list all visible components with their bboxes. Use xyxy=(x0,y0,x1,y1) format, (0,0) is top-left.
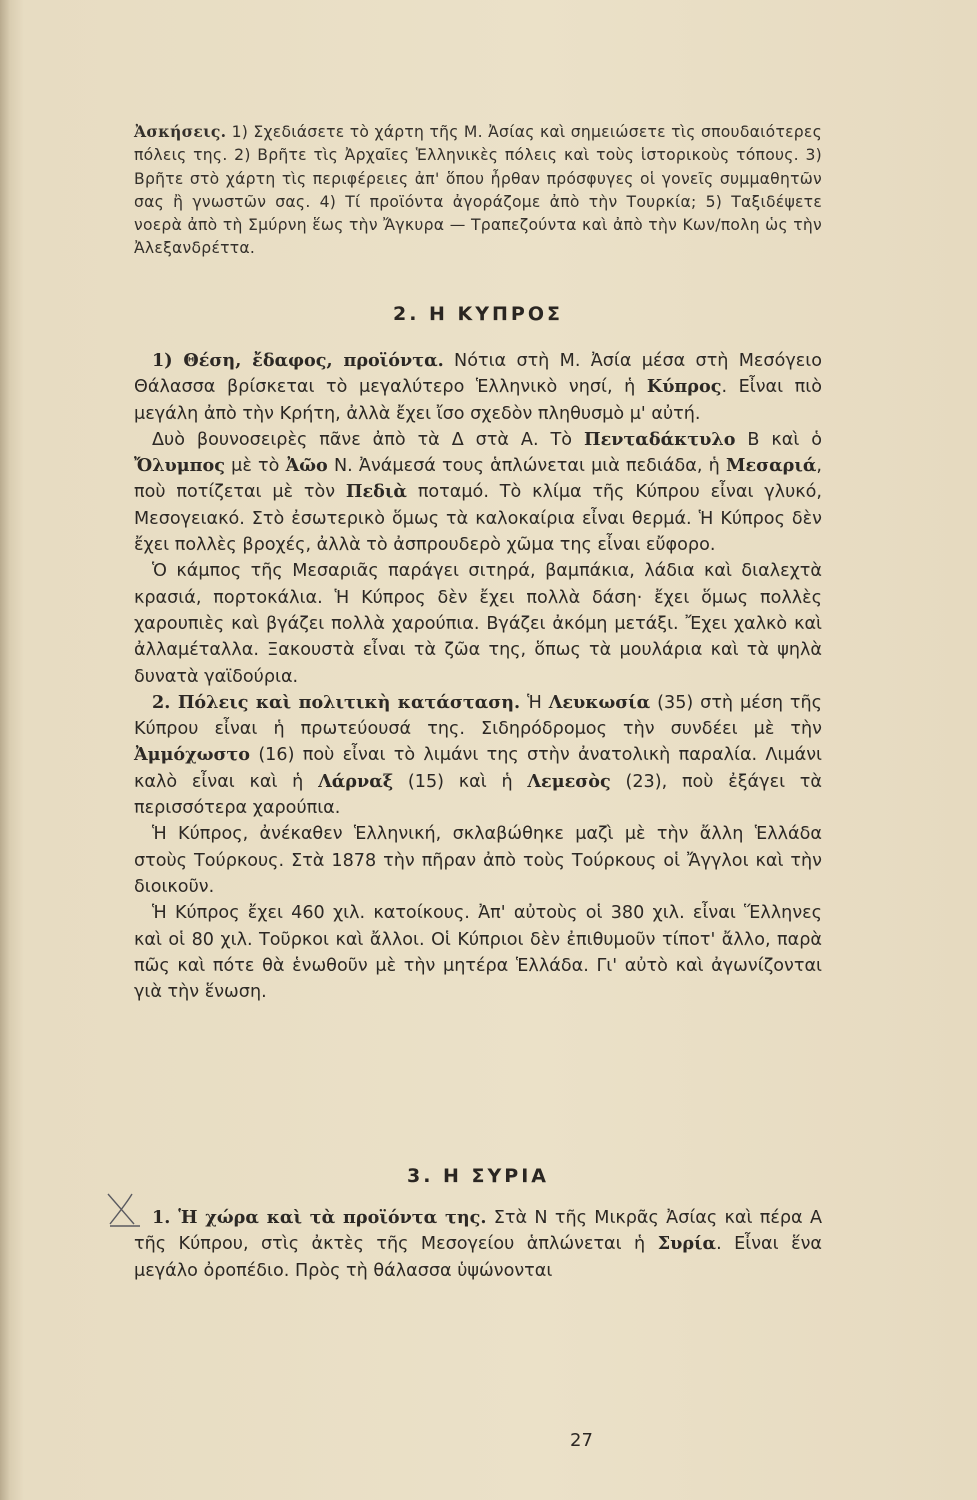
text-run: . Εἶναι πιὸ μεγάλη ἀπὸ τὴν Κρήτη, ἀλλὰ ἔχει ἴσο σχεδὸν πληθυσμὸ μ' αὐτή. xyxy=(134,377,822,424)
section-syria-body xyxy=(134,1205,822,1284)
paragraph xyxy=(134,348,822,427)
highlighted-term: Ἀμμόχωστο xyxy=(134,744,251,766)
exercises-text: 1) Σχεδιάσετε τὸ χάρτη τῆς Μ. Ἀσίας καὶ σημειώσετε τὶς σπουδαιότερες πόλεις της. 2) Βρῆτε τὶς Ἀρχαῖες Ἑλληνικὲς πόλεις καὶ τοὺς ἱστορικοὺς τόπους. 3) Βρῆτε στὸ χάρτη τὶς περιφέρειες ἀπ' ὅπου ἦρθαν πρόσφυγες οἱ γονεῖς συμμαθητῶν σας ἢ γνωστῶν σας. 4) Τί προϊόντα ἀγοράζομε ἀπὸ τὴν Τουρκία; 5) Ταξιδέψετε νοερὰ ἀπὸ τὴ Σμύρνη ἕως τὴν Ἄγκυρα — Τραπεζούντα καὶ ἀπὸ τὴν Κων/πολη ὡς τὴν Ἀλεξανδρέττα. xyxy=(134,123,822,258)
section-title-cyprus: 2. Η ΚΥΠΡΟΣ xyxy=(392,303,563,325)
highlighted-term: Λάρναξ xyxy=(318,770,394,792)
text-run: (35) στὴ μέση τῆς Κύπρου εἶναι ἡ πρωτεύουσά της. Σιδηρόδρομος τὴν συνδέει μὲ τὴν xyxy=(134,692,822,740)
text-run: (15) καὶ ἡ xyxy=(393,771,528,792)
highlighted-term: Ἀῶο xyxy=(285,455,328,477)
text-run: Στὰ Ν τῆς Μικρᾶς Ἀσίας καὶ πέρα Α τῆς Κύπρου, στὶς ἀκτὲς τῆς Μεσογείου ἁπλώνεται ἡ xyxy=(134,1208,822,1255)
exercises-paragraph xyxy=(134,120,822,261)
page-number: 27 xyxy=(570,1430,593,1451)
paragraph xyxy=(134,690,822,821)
text-run: . Εἶναι ἕνα μεγάλο ὀροπέδιο. Πρὸς τὴ θάλασσα ὑψώνονται xyxy=(134,1234,822,1281)
text-run: Ν. Ἀνάμεσά τους ἁπλώνεται μιὰ πεδιάδα, ἡ xyxy=(327,456,726,477)
text-run: , ποὺ ποτίζεται μὲ τὸν xyxy=(134,456,823,503)
section-title-syria: 3. Η ΣΥΡΙΑ xyxy=(406,1165,549,1187)
text-run: Νότια στὴ Μ. Ἀσία μέσα στὴ Μεσόγειο Θάλασσα βρίσκεται τὸ μεγαλύτερο Ἑλληνικὸ νησί, ἡ xyxy=(134,351,822,398)
highlighted-term: Ὄλυμπος xyxy=(134,455,225,477)
highlighted-term: Μεσαριά xyxy=(725,455,817,477)
subheading: 1. Ἡ χώρα καὶ τὰ προϊόντα της. xyxy=(152,1207,487,1228)
highlighted-term: Συρία xyxy=(657,1233,717,1255)
exercises-label: Ἀσκήσεις. xyxy=(134,122,227,141)
text-run: Δυὸ βουνοσειρὲς πᾶνε ἀπὸ τὰ Δ στὰ Α. Τὸ xyxy=(152,429,584,450)
text-run: Β καὶ ὁ xyxy=(735,429,822,450)
highlighted-term: Πενταδάκτυλο xyxy=(583,428,736,450)
highlighted-term: Πεδιὰ xyxy=(345,481,407,503)
paragraph: Ἡ Κύπρος ἔχει 460 χιλ. κατοίκους. Ἀπ' αὐτοὺς οἱ 380 χιλ. εἶναι Ἕλληνες καὶ οἱ 80 χιλ. Τοῦρκοι καὶ ἄλλοι. Οἱ Κύπριοι δὲν ἐπιθυμοῦν τίποτ' ἄλλο, παρὰ πῶς καὶ πότε θὰ ἑνωθοῦν μὲ τὴν μητέρα Ἑλλάδα. Γι' αὐτὸ καὶ ἀγωνίζονται γιὰ τὴν ἕνωση. xyxy=(134,903,822,1003)
paragraph xyxy=(134,427,822,558)
subheading: 1) Θέση, ἔδαφος, προϊόντα. xyxy=(152,350,444,371)
text-run: Ἡ xyxy=(520,692,549,713)
section-cyprus-body xyxy=(134,348,822,1005)
pencil-mark-icon xyxy=(104,1190,144,1230)
highlighted-term: Λεμεσὸς xyxy=(527,770,611,792)
highlighted-term: Λευκωσία xyxy=(548,691,651,713)
text-run: (23), ποὺ ἐξάγει τὰ περισσότερα χαρούπια. xyxy=(134,771,822,819)
page-content xyxy=(134,120,823,1451)
paragraph: Ὁ κάμπος τῆς Μεσαριᾶς παράγει σιτηρά, βαμπάκια, λάδια καὶ διαλεχτὰ κρασιά, πορτοκάλια. Ἡ Κύπρος δὲν ἔχει πολλὰ δάση· ἔχει ὅμως πολλὲς χαρουπιὲς καὶ βγάζει πολλὰ χαρούπια. Βγάζει ἀκόμη μετάξι. Ἔχει χαλκὸ καὶ ἀλλαμέταλλα. Ξακουστὰ εἶναι τὰ ζῶα της, ὅπως τὰ μουλάρια καὶ τὰ ψηλὰ δυνατὰ γαϊδούρια. xyxy=(134,561,822,687)
text-run: ποταμό. Τὸ κλίμα τῆς Κύπρου εἶναι γλυκό, Μεσογειακό. Στὸ ἐσωτερικὸ ὅμως τὰ καλοκαίρια εἶναι θερμά. Ἡ Κύπρος δὲν ἔχει πολλὲς βροχές, ἀλλὰ τὸ ἀσπρουδερὸ χῶμα της εἶναι εὔφορο. xyxy=(134,482,822,556)
text-run: μὲ τὸ xyxy=(224,456,286,477)
paragraph xyxy=(134,1205,822,1284)
paragraph: Ἡ Κύπρος, ἀνέκαθεν Ἑλληνική, σκλαβώθηκε μαζὶ μὲ τὴν ἄλλη Ἑλλάδα στοὺς Τούρκους. Στὰ 1878 τὴν πῆραν ἀπὸ τοὺς Τούρκους οἱ Ἄγγλοι καὶ τὴν διοικοῦν. xyxy=(134,824,822,897)
highlighted-term: Κύπρος xyxy=(646,376,722,398)
text-run: (16) ποὺ εἶναι τὸ λιμάνι της στὴν ἀνατολικὴ παραλία. Λιμάνι καλὸ εἶναι καὶ ἡ xyxy=(134,745,822,792)
subheading: 2. Πόλεις καὶ πολιτικὴ κατάσταση. xyxy=(152,691,521,713)
